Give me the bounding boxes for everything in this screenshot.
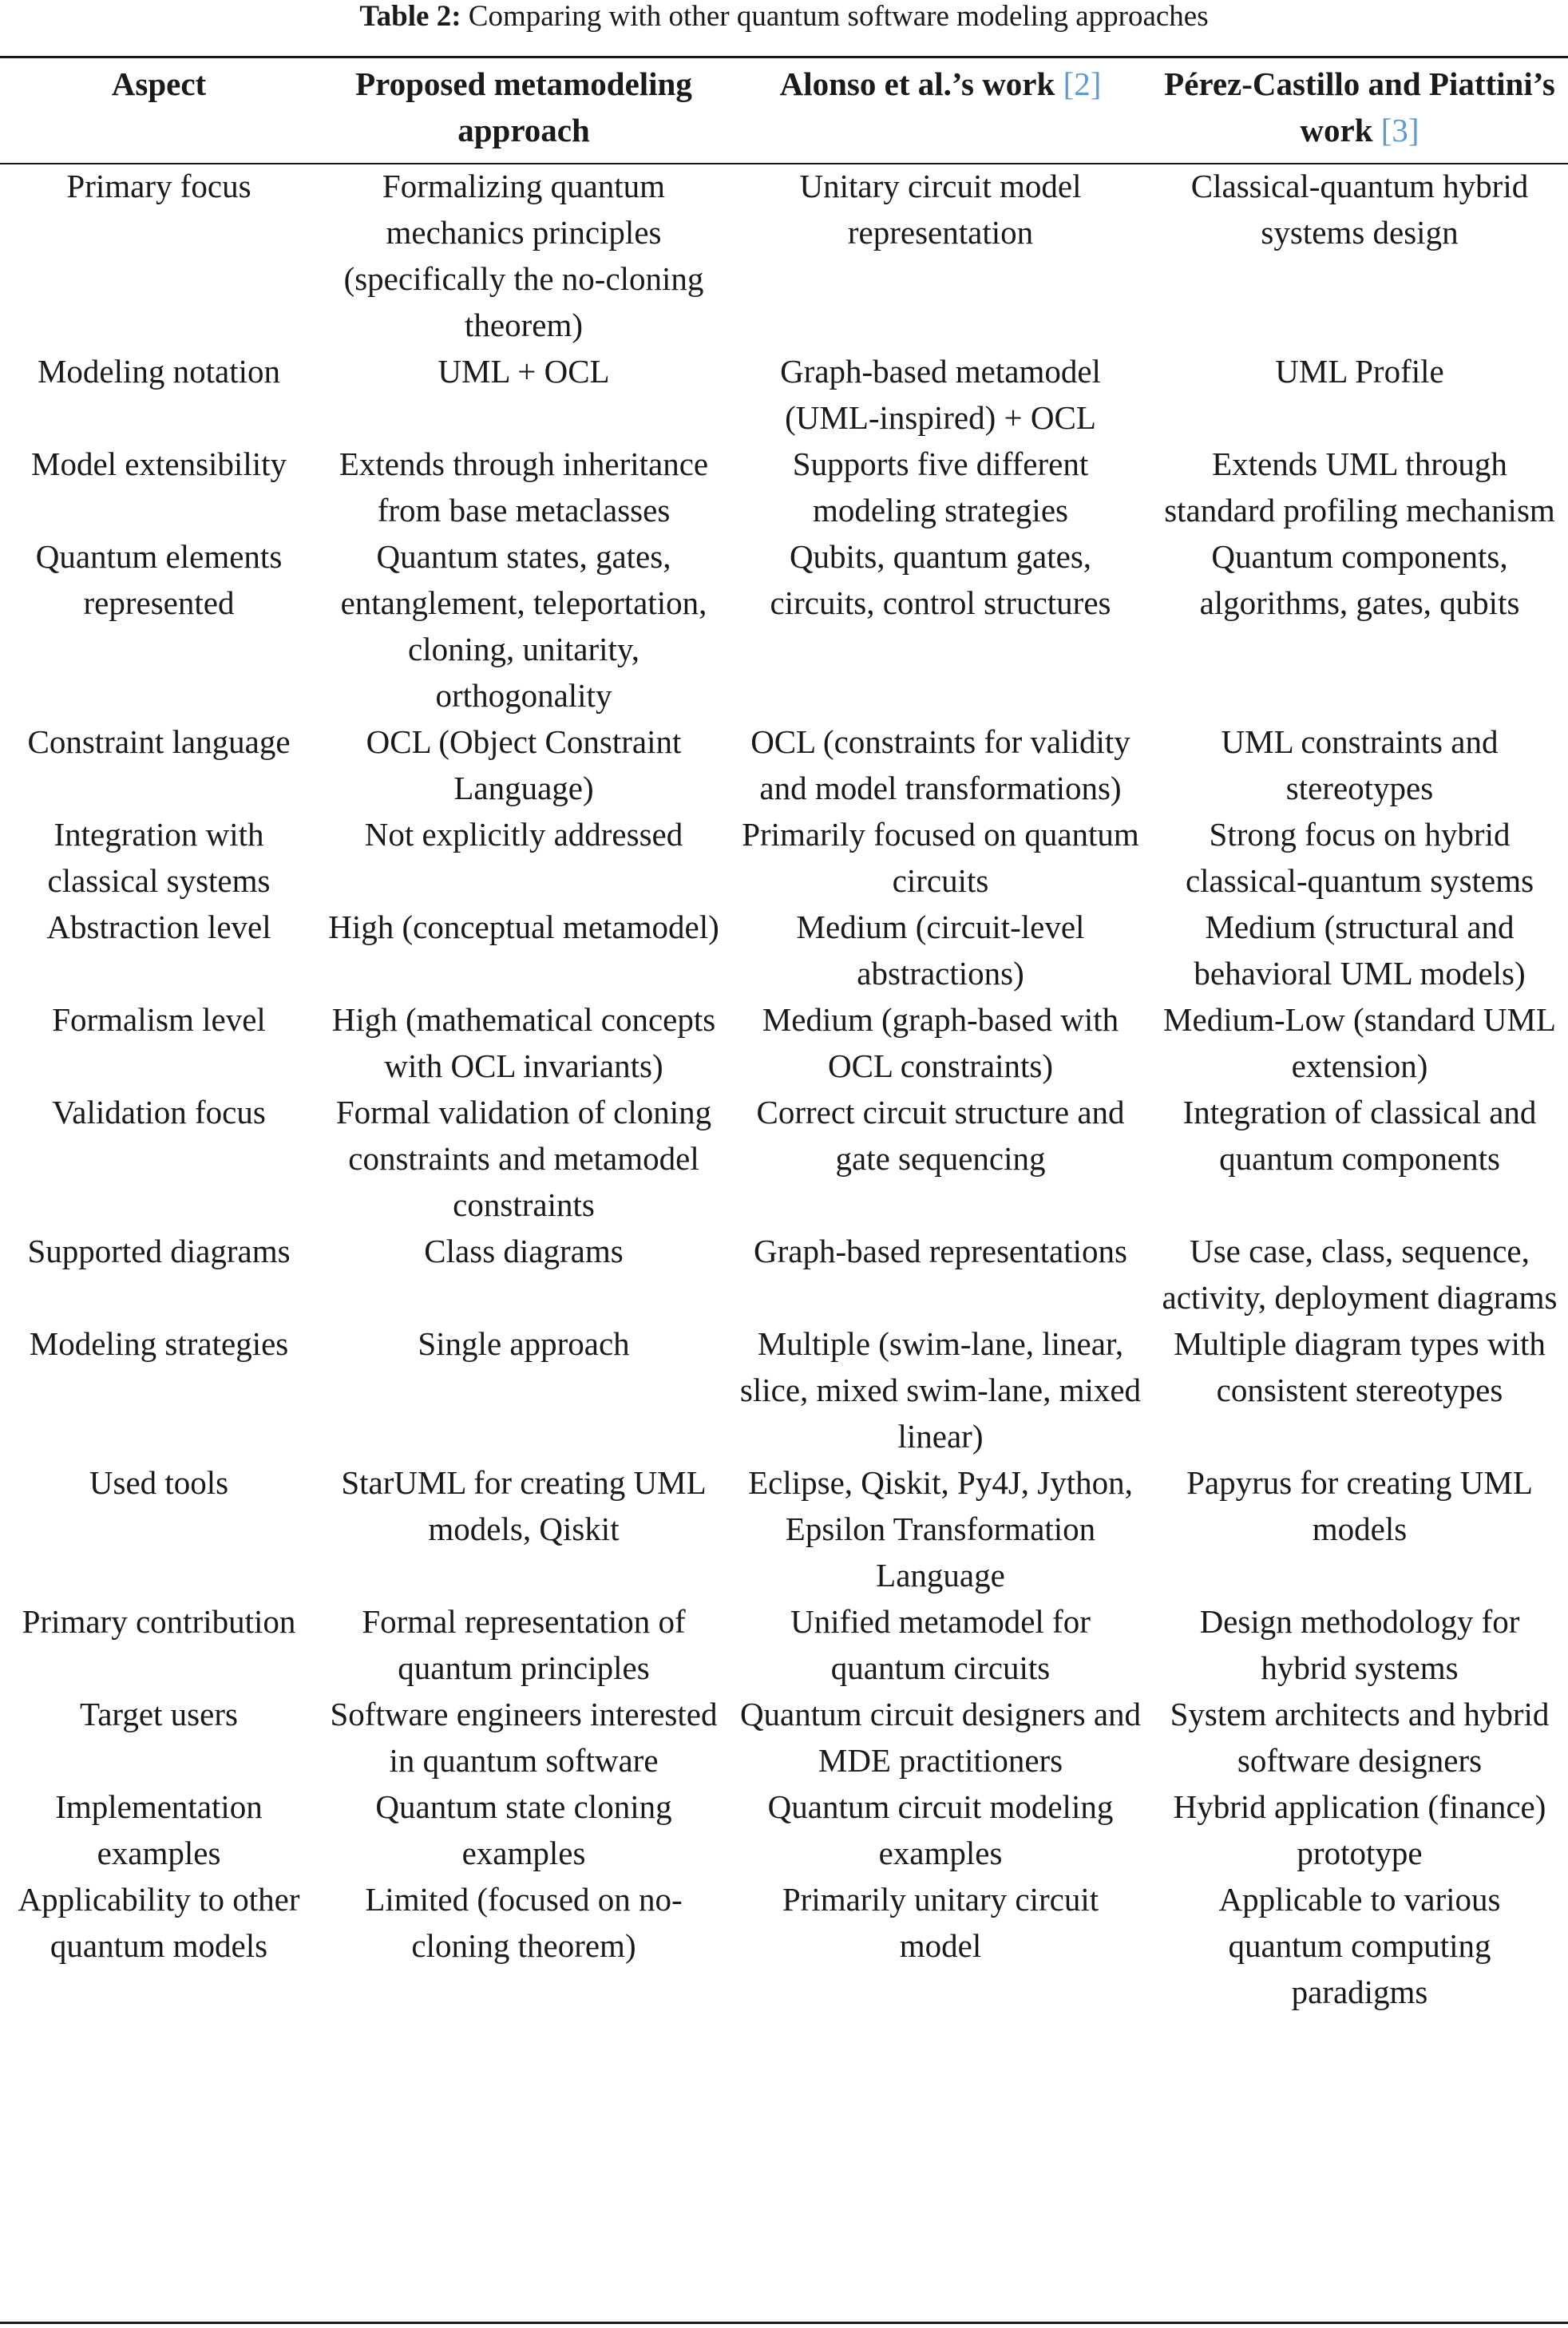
table-row xyxy=(0,1784,1568,1876)
table-row xyxy=(0,1320,1568,1459)
table-body xyxy=(0,160,1568,2015)
table-row xyxy=(0,533,1568,719)
alonso-cell: Graph-based representations xyxy=(754,1233,1127,1269)
alonso-cell: Quantum circuit designers and MDE practitioners xyxy=(739,1696,1142,1779)
perez-castillo-cell: Extends UML through standard profiling mechanism xyxy=(1164,445,1555,529)
perez-castillo-cell: Use case, class, sequence, activity, deployment diagrams xyxy=(1162,1233,1558,1316)
table-bottom-rule xyxy=(0,2322,1568,2324)
table-header-row xyxy=(0,61,1568,160)
proposed-cell: OCL (Object Constraint Language) xyxy=(366,723,682,806)
proposed-cell: Extends through inheritance from base metaclasses xyxy=(339,445,709,529)
aspect-cell: Integration with classical systems xyxy=(47,816,271,899)
proposed-cell: UML + OCL xyxy=(438,353,610,390)
table-row xyxy=(0,348,1568,441)
header-proposed-approach xyxy=(318,61,730,160)
header-alonso-work xyxy=(730,61,1151,160)
proposed-cell: Limited (focused on no-cloning theorem) xyxy=(365,1881,683,1964)
table-row xyxy=(0,1876,1568,2015)
perez-castillo-cell: System architects and hybrid software designers xyxy=(1170,1696,1550,1779)
aspect-cell: Formalism level xyxy=(52,1001,266,1038)
perez-castillo-cell: UML Profile xyxy=(1275,353,1444,390)
perez-castillo-cell: Multiple diagram types with consistent stereotypes xyxy=(1174,1325,1546,1408)
header-proposed-approach-label: Proposed metamodeling approach xyxy=(355,65,692,148)
perez-castillo-cell: Classical-quantum hybrid systems design xyxy=(1190,168,1529,251)
table-row xyxy=(0,1691,1568,1784)
aspect-cell: Implementation examples xyxy=(55,1788,263,1871)
perez-castillo-cell: Papyrus for creating UML models xyxy=(1186,1464,1533,1547)
header-aspect xyxy=(0,61,318,160)
table-row xyxy=(0,1598,1568,1691)
perez-castillo-cell: Design methodology for hybrid systems xyxy=(1199,1603,1520,1686)
header-alonso-work-label: Alonso et al.’s work xyxy=(779,65,1063,102)
aspect-cell: Quantum elements represented xyxy=(35,538,283,621)
aspect-cell: Applicability to other quantum models xyxy=(18,1881,300,1964)
header-perez-castillo-work-label: Pérez-Castillo and Piattini’s work xyxy=(1164,65,1555,148)
proposed-cell: Formal representation of quantum principles xyxy=(362,1603,686,1686)
alonso-cell: Medium (graph-based with OCL constraints) xyxy=(762,1001,1119,1084)
alonso-cell: Graph-based metamodel (UML-inspired) + OCL xyxy=(780,353,1101,436)
reference-link-2[interactable]: [2] xyxy=(1063,65,1102,102)
proposed-cell: High (mathematical concepts with OCL invariants) xyxy=(331,1001,716,1084)
table-row xyxy=(0,719,1568,811)
perez-castillo-cell: Quantum components, algorithms, gates, qubits xyxy=(1199,538,1520,621)
proposed-cell: High (conceptual metamodel) xyxy=(328,909,719,945)
alonso-cell: Primarily unitary circuit model xyxy=(782,1881,1099,1964)
table-row xyxy=(0,1089,1568,1228)
perez-castillo-cell: Medium (structural and behavioral UML models) xyxy=(1194,909,1526,992)
aspect-cell: Modeling strategies xyxy=(29,1325,289,1362)
header-perez-castillo-work xyxy=(1151,61,1568,160)
proposed-cell: StarUML for creating UML models, Qiskit xyxy=(341,1464,707,1547)
aspect-cell: Used tools xyxy=(89,1464,229,1501)
aspect-cell: Primary focus xyxy=(66,168,251,204)
perez-castillo-cell: Applicable to various quantum computing paradigms xyxy=(1218,1881,1501,2010)
proposed-cell: Quantum states, gates, entanglement, teleportation, cloning, unitarity, orthogonality xyxy=(340,538,707,714)
table-row xyxy=(0,1459,1568,1598)
aspect-cell: Validation focus xyxy=(52,1094,266,1130)
table-row xyxy=(0,441,1568,533)
aspect-cell: Supported diagrams xyxy=(27,1233,291,1269)
aspect-cell: Model extensibility xyxy=(31,445,287,482)
proposed-cell: Class diagrams xyxy=(424,1233,624,1269)
proposed-cell: Quantum state cloning examples xyxy=(375,1788,672,1871)
table-row xyxy=(0,1228,1568,1320)
proposed-cell: Formal validation of cloning constraints and metamodel constraints xyxy=(335,1094,712,1223)
aspect-cell: Primary contribution xyxy=(22,1603,296,1640)
comparison-table xyxy=(0,61,1568,2015)
perez-castillo-cell: UML constraints and stereotypes xyxy=(1221,723,1499,806)
header-aspect-label: Aspect xyxy=(111,65,207,102)
alonso-cell: Unitary circuit model representation xyxy=(799,168,1082,251)
proposed-cell: Single approach xyxy=(418,1325,630,1362)
table-caption-label: Table 2: xyxy=(359,0,461,33)
perez-castillo-cell: Hybrid application (finance) prototype xyxy=(1173,1788,1546,1871)
alonso-cell: Qubits, quantum gates, circuits, control structures xyxy=(770,538,1111,621)
table-caption-text: Comparing with other quantum software modeling approaches xyxy=(461,0,1209,33)
alonso-cell: Quantum circuit modeling examples xyxy=(767,1788,1114,1871)
reference-link-3[interactable]: [3] xyxy=(1380,112,1420,148)
alonso-cell: Correct circuit structure and gate sequencing xyxy=(756,1094,1125,1177)
table-caption xyxy=(0,0,1568,37)
table-row xyxy=(0,811,1568,904)
table-row xyxy=(0,904,1568,996)
table-row xyxy=(0,996,1568,1089)
aspect-cell: Abstraction level xyxy=(46,909,271,945)
alonso-cell: Multiple (swim-lane, linear, slice, mixed swim-lane, mixed linear) xyxy=(739,1325,1142,1455)
aspect-cell: Modeling notation xyxy=(37,353,281,390)
alonso-cell: Supports five different modeling strategies xyxy=(792,445,1089,529)
proposed-cell: Not explicitly addressed xyxy=(364,816,683,853)
alonso-cell: Unified metamodel for quantum circuits xyxy=(790,1603,1091,1686)
alonso-cell: Medium (circuit-level abstractions) xyxy=(796,909,1085,992)
table-top-rule xyxy=(0,56,1568,58)
aspect-cell: Constraint language xyxy=(27,723,291,760)
aspect-cell: Target users xyxy=(80,1696,238,1732)
perez-castillo-cell: Strong focus on hybrid classical-quantum systems xyxy=(1185,816,1534,899)
table-row xyxy=(0,160,1568,348)
alonso-cell: Eclipse, Qiskit, Py4J, Jython, Epsilon Transformation Language xyxy=(748,1464,1133,1594)
alonso-cell: OCL (constraints for validity and model transformations) xyxy=(750,723,1130,806)
proposed-cell: Formalizing quantum mechanics principles (specifically the no-cloning theorem) xyxy=(343,168,704,343)
perez-castillo-cell: Medium-Low (standard UML extension) xyxy=(1163,1001,1556,1084)
alonso-cell: Primarily focused on quantum circuits xyxy=(742,816,1139,899)
perez-castillo-cell: Integration of classical and quantum components xyxy=(1182,1094,1537,1177)
proposed-cell: Software engineers interested in quantum software xyxy=(330,1696,718,1779)
